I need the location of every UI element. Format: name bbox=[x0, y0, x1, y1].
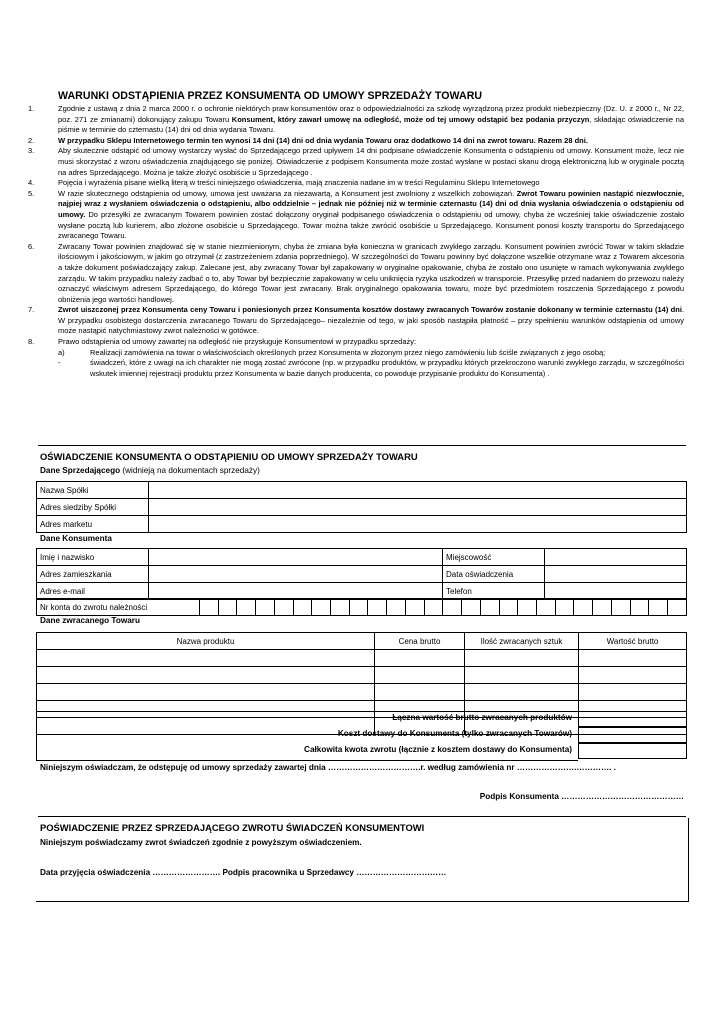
quantity-cell[interactable] bbox=[465, 667, 579, 684]
term-text: Zwrot uiszczonej przez Konsumenta ceny Towaru i poniesionych przez Konsumenta kosztów dostawy zwracanych Towarów zostanie dokonany w terminie czternastu (14) dni bbox=[58, 305, 682, 315]
delivery-cost-field[interactable] bbox=[578, 727, 687, 743]
seller-label: Adres marketu bbox=[37, 516, 149, 533]
seller-company-field[interactable] bbox=[149, 482, 687, 499]
table-row bbox=[37, 549, 687, 566]
refund-total-label: Całkowita kwota zwrotu (łącznie z kosztem dostawy do Konsumenta) bbox=[304, 745, 572, 754]
table-row bbox=[37, 499, 687, 516]
account-digit-box[interactable] bbox=[667, 599, 686, 616]
column-header: Ilość zwracanych sztuk bbox=[465, 633, 579, 650]
seller-address-field[interactable] bbox=[149, 499, 687, 516]
declaration-text: Niniejszym oświadczam, że odstępuję od umowy sprzedaży zawartej dnia …………………………….r. według zamówienia nr ………………….…………. . bbox=[40, 763, 616, 772]
account-table bbox=[36, 598, 687, 616]
confirmation-text: Niniejszym poświadczamy zwrot świadczeń zgodnie z powyższym oświadczeniem. bbox=[40, 838, 362, 847]
seller-label: Nazwa Spółki bbox=[37, 482, 149, 499]
term-text: Konsument, który zawarł umowę na odległość, może od tej umowy odstąpić bez podania przyczyn bbox=[231, 114, 590, 124]
account-digit-box[interactable] bbox=[218, 599, 237, 616]
consumer-label: Adres zamieszkania bbox=[37, 566, 149, 583]
account-digit-box[interactable] bbox=[405, 599, 424, 616]
consumer-label: Data oświadczenia bbox=[443, 566, 545, 583]
term-text: Zwracany Towar powinien znajdować się w stanie niezmienionym, chyba że zmiana była konieczna w granicach zwykłego zarządu. Konsument powinien zwrócić Towar w takim składzie ilościowym i jakościowym, w jakim go otrzymał (z zastrzeżeniem zdania poprzedniego). W szczególności do Towaru powinny być dołączone wszelkie otrzymane wraz z Towarem akcesoria a także dokument poświadczający zakup. Zalecane jest, aby zwracany Towar był zapakowany w oryginalne opakowanie, chyba że zostało ono usunięte w ramach wykonywania zwykłego zarządu. W takim przypadku należy zadbać o to, aby Towar był bezpiecznie zapakowany w celu uniknięcia ryzyka uszkodzeń w transporcie. Przesyłkę przed nadaniem do przewozu należy oznaczyć właściwym adresem Sprzedającego, do którego Towar jest zwracany. Brak oryginalnego opakowania towaru, może być przedmiotem roszczenia Sprzedającego z powodu obniżenia jego wartości handlowej. bbox=[58, 241, 684, 304]
section-divider bbox=[38, 816, 686, 817]
document-title: WARUNKI ODSTĄPIENIA PRZEZ KONSUMENTA OD UMOWY SPRZEDAŻY TOWARU bbox=[58, 90, 483, 102]
column-header: Nazwa produktu bbox=[37, 633, 375, 650]
term-item bbox=[28, 242, 684, 306]
product-heading: Dane zwracanego Towaru bbox=[40, 616, 140, 625]
term-item bbox=[28, 337, 684, 348]
term-text: Prawo odstąpienia od umowy zawartej na odległość nie przysługuje Konsumentowi w przypadku sprzedaży: bbox=[58, 337, 417, 347]
term-item bbox=[28, 189, 684, 242]
account-digit-box[interactable] bbox=[387, 599, 406, 616]
subitem-text: Realizacji zamówienia na towar o właściwościach określonych przez Konsumenta w złożonym przez niego zamówieniu lub ściśle związanych z jego osobą; bbox=[90, 347, 606, 357]
price-cell[interactable] bbox=[375, 684, 465, 701]
table-row bbox=[37, 516, 687, 533]
account-digit-box[interactable] bbox=[593, 599, 612, 616]
account-digit-box[interactable] bbox=[331, 599, 350, 616]
account-digit-box[interactable] bbox=[555, 599, 574, 616]
term-text: W przypadku Sklepu Internetowego termin ten wynosi 14 dni (14) dni od dnia wydania Towaru oraz dodatkowo 14 dni na zwrot towaru. Razem 28 dni. bbox=[58, 135, 588, 145]
account-digit-box[interactable] bbox=[630, 599, 649, 616]
column-header: Wartość brutto bbox=[579, 633, 687, 650]
table-row bbox=[37, 583, 687, 600]
subitem-text: świadczeń, które z uwagi na ich charakter nie mogą zostać zwrócone (np. w przypadku produktów, w przypadku których przekroczono warunki zwykłego zarządu, w szczególności wskutek imiennej rejestracji produktu przez Konsumenta w bazie danych producenta, co powoduje przypisanie produktu do Konsumenta) . bbox=[90, 358, 684, 378]
term-number: 2. bbox=[28, 135, 35, 145]
term-text: Aby skutecznie odstąpić od umowy wystarczy wysłać do Sprzedającego przed upływem 14 dni podpisane oświadczenie Konsumenta o odstąpieniu od umowy. Konsument może, lecz nie musi skorzystać z wzoru oświadczenia znajdującego się poniżej. Oświadczenie z podpisem Konsumenta może zostać wysłane w postaci skanu drogą elektroniczną lub w oryginale pocztą na adres Sprzedającego. Można je także złożyć osobiście u Sprzedającego . bbox=[58, 146, 684, 177]
account-digit-box[interactable] bbox=[274, 599, 293, 616]
term-number: 7. bbox=[28, 305, 35, 315]
form-title: OŚWIADCZENIE KONSUMENTA O ODSTĄPIENIU OD UMOWY SPRZEDAŻY TOWARU bbox=[40, 451, 418, 462]
consumer-label: Adres e-mail bbox=[37, 583, 149, 600]
account-digit-box[interactable] bbox=[574, 599, 593, 616]
term-item bbox=[28, 104, 684, 136]
term-text: Zwrot Towaru powinien nastąpić niezwłocznie, najpiej wraz z wysłaniem oświadczenia o odstąpieniu, albo oddzielnie – jednak nie później niż w terminie czternastu (14) dni od dnia wysłania oświadczenia o odstąpieniu od umowy. bbox=[58, 188, 684, 219]
consumer-address-field[interactable] bbox=[149, 566, 443, 583]
account-digit-box[interactable] bbox=[518, 599, 537, 616]
term-text: . W przypadku osobistego dostarczenia zwracanego Towaru do Sprzedającego– niezależnie od tego, w jaki sposób nastąpiła płatność – przy spełnieniu warunków odstąpienia od umowy może nastąpić natychmiastowy zwrot należności w gotówce. bbox=[58, 305, 684, 336]
account-label: Nr konta do zwrotu należności bbox=[37, 599, 200, 616]
account-digit-box[interactable] bbox=[462, 599, 481, 616]
subitem-marker: - bbox=[58, 358, 61, 368]
consumer-table bbox=[36, 548, 687, 600]
table-row bbox=[37, 650, 687, 667]
term-subitem bbox=[28, 358, 684, 379]
table-row bbox=[37, 667, 687, 684]
table-row bbox=[37, 633, 687, 650]
term-text: W razie skutecznego odstąpienia od umowy, umowa jest uważana za niezawartą, a Konsument jest zwolniony z wszelkich zobowiązań. bbox=[58, 188, 517, 198]
account-digit-box[interactable] bbox=[368, 599, 387, 616]
seller-heading-line bbox=[40, 466, 260, 475]
term-number: 1. bbox=[28, 104, 35, 113]
consumer-label: Miejscowość bbox=[443, 549, 545, 566]
account-digit-box[interactable] bbox=[312, 599, 331, 616]
table-row bbox=[37, 482, 687, 499]
product-name-cell[interactable] bbox=[37, 650, 375, 667]
value-cell[interactable] bbox=[579, 667, 687, 684]
value-cell[interactable] bbox=[579, 684, 687, 701]
table-row bbox=[37, 599, 687, 616]
confirmation-title: POŚWIADCZENIE PRZEZ SPRZEDAJĄCEGO ZWROTU ŚWIADCZEŃ KONSUMENTOWI bbox=[40, 822, 425, 833]
consumer-heading: Dane Konsumenta bbox=[40, 534, 112, 543]
section-divider bbox=[38, 445, 686, 446]
term-item bbox=[28, 305, 684, 337]
quantity-cell[interactable] bbox=[465, 684, 579, 701]
total-gross-label: Łączna wartość brutto zwracanych produktów bbox=[392, 713, 572, 722]
account-digit-box[interactable] bbox=[237, 599, 256, 616]
declaration-date-field[interactable] bbox=[545, 566, 687, 583]
term-item bbox=[28, 146, 684, 178]
consumer-label: Telefon bbox=[443, 583, 545, 600]
consumer-signature: Podpis Konsumenta ……………………………………… bbox=[479, 792, 684, 801]
consumer-name-field[interactable] bbox=[149, 549, 443, 566]
term-text: , składając oświadczenie na piśmie w terminie do czternastu (14) dni od dnia wydania Towaru. bbox=[58, 114, 684, 135]
term-item bbox=[28, 136, 684, 147]
price-cell[interactable] bbox=[375, 667, 465, 684]
account-digit-box[interactable] bbox=[480, 599, 499, 616]
term-number: 3. bbox=[28, 146, 35, 156]
account-digit-box[interactable] bbox=[293, 599, 312, 616]
term-subitem bbox=[28, 348, 684, 359]
term-text: Pojęcia i wyrażenia pisane wielką literą w treści niniejszego oświadczenia, mają znaczenia nadane im w treści Regulaminu Sklepu Internetowego bbox=[58, 178, 540, 188]
column-header: Cena brutto bbox=[375, 633, 465, 650]
account-digit-box[interactable] bbox=[424, 599, 443, 616]
refund-total-field[interactable] bbox=[578, 743, 687, 759]
delivery-cost-label: Koszt dostawy do Konsumenta (tylko zwracanych Towarów) bbox=[337, 729, 572, 738]
quantity-cell[interactable] bbox=[465, 650, 579, 667]
consumer-phone-field[interactable] bbox=[545, 583, 687, 600]
term-text: Do przesyłki ze zwracanym Towarem powinien zostać dołączony oryginał podpisanego oświadczenia o odstąpieniu od umowy, chyba że wcześniej takie oświadczenie zostało wysłane pocztą lub kurierem, albo złożone osobiście u Sprzedającego. Towar można także zwrócić osobiście u Sprzedającego. Konsument ponosi koszty transportu do Sprzedającego zwracanego Towaru. bbox=[58, 209, 684, 241]
term-number: 6. bbox=[28, 241, 35, 251]
product-name-cell[interactable] bbox=[37, 667, 375, 684]
account-digit-box[interactable] bbox=[499, 599, 518, 616]
term-text: Zgodnie z ustawą z dnia 2 marca 2000 r. o ochronie niektórych praw konsumentów oraz o odpowiedzialności za szkodę wyrządzoną przez produkt niebezpieczny (Dz. U. z 2000 r., Nr 22, poz. 271 ze zmianami) dokonujący zakupu Towaru bbox=[58, 104, 684, 124]
term-number: 8. bbox=[28, 337, 35, 347]
seller-heading: Dane Sprzedającego bbox=[40, 466, 121, 475]
total-gross-field[interactable] bbox=[578, 711, 687, 727]
term-number: 4. bbox=[28, 178, 35, 188]
terms-list bbox=[28, 104, 684, 379]
account-digit-box[interactable] bbox=[200, 599, 219, 616]
term-number: 5. bbox=[28, 188, 35, 198]
table-row bbox=[37, 566, 687, 583]
seller-market-field[interactable] bbox=[149, 516, 687, 533]
account-digit-box[interactable] bbox=[649, 599, 668, 616]
subitem-marker: a) bbox=[58, 347, 65, 357]
consumer-label: Imię i nazwisko bbox=[37, 549, 149, 566]
consumer-city-field[interactable] bbox=[545, 549, 687, 566]
table-row bbox=[37, 684, 687, 701]
seller-label: Adres siedziby Spółki bbox=[37, 499, 149, 516]
account-digit-box[interactable] bbox=[536, 599, 555, 616]
price-cell[interactable] bbox=[375, 650, 465, 667]
account-digit-box[interactable] bbox=[611, 599, 630, 616]
seller-note: (widnieją na dokumentach sprzedaży) bbox=[120, 466, 260, 475]
seller-table bbox=[36, 481, 687, 533]
account-digit-box[interactable] bbox=[256, 599, 275, 616]
consumer-email-field[interactable] bbox=[149, 583, 443, 600]
value-cell[interactable] bbox=[579, 650, 687, 667]
confirmation-date-signature: Data przyjęcia oświadczenia ……………………. Podpis pracownika u Sprzedawcy …………………………… bbox=[40, 868, 447, 877]
account-digit-box[interactable] bbox=[443, 599, 462, 616]
account-digit-box[interactable] bbox=[349, 599, 368, 616]
product-name-cell[interactable] bbox=[37, 684, 375, 701]
term-item bbox=[28, 178, 684, 189]
